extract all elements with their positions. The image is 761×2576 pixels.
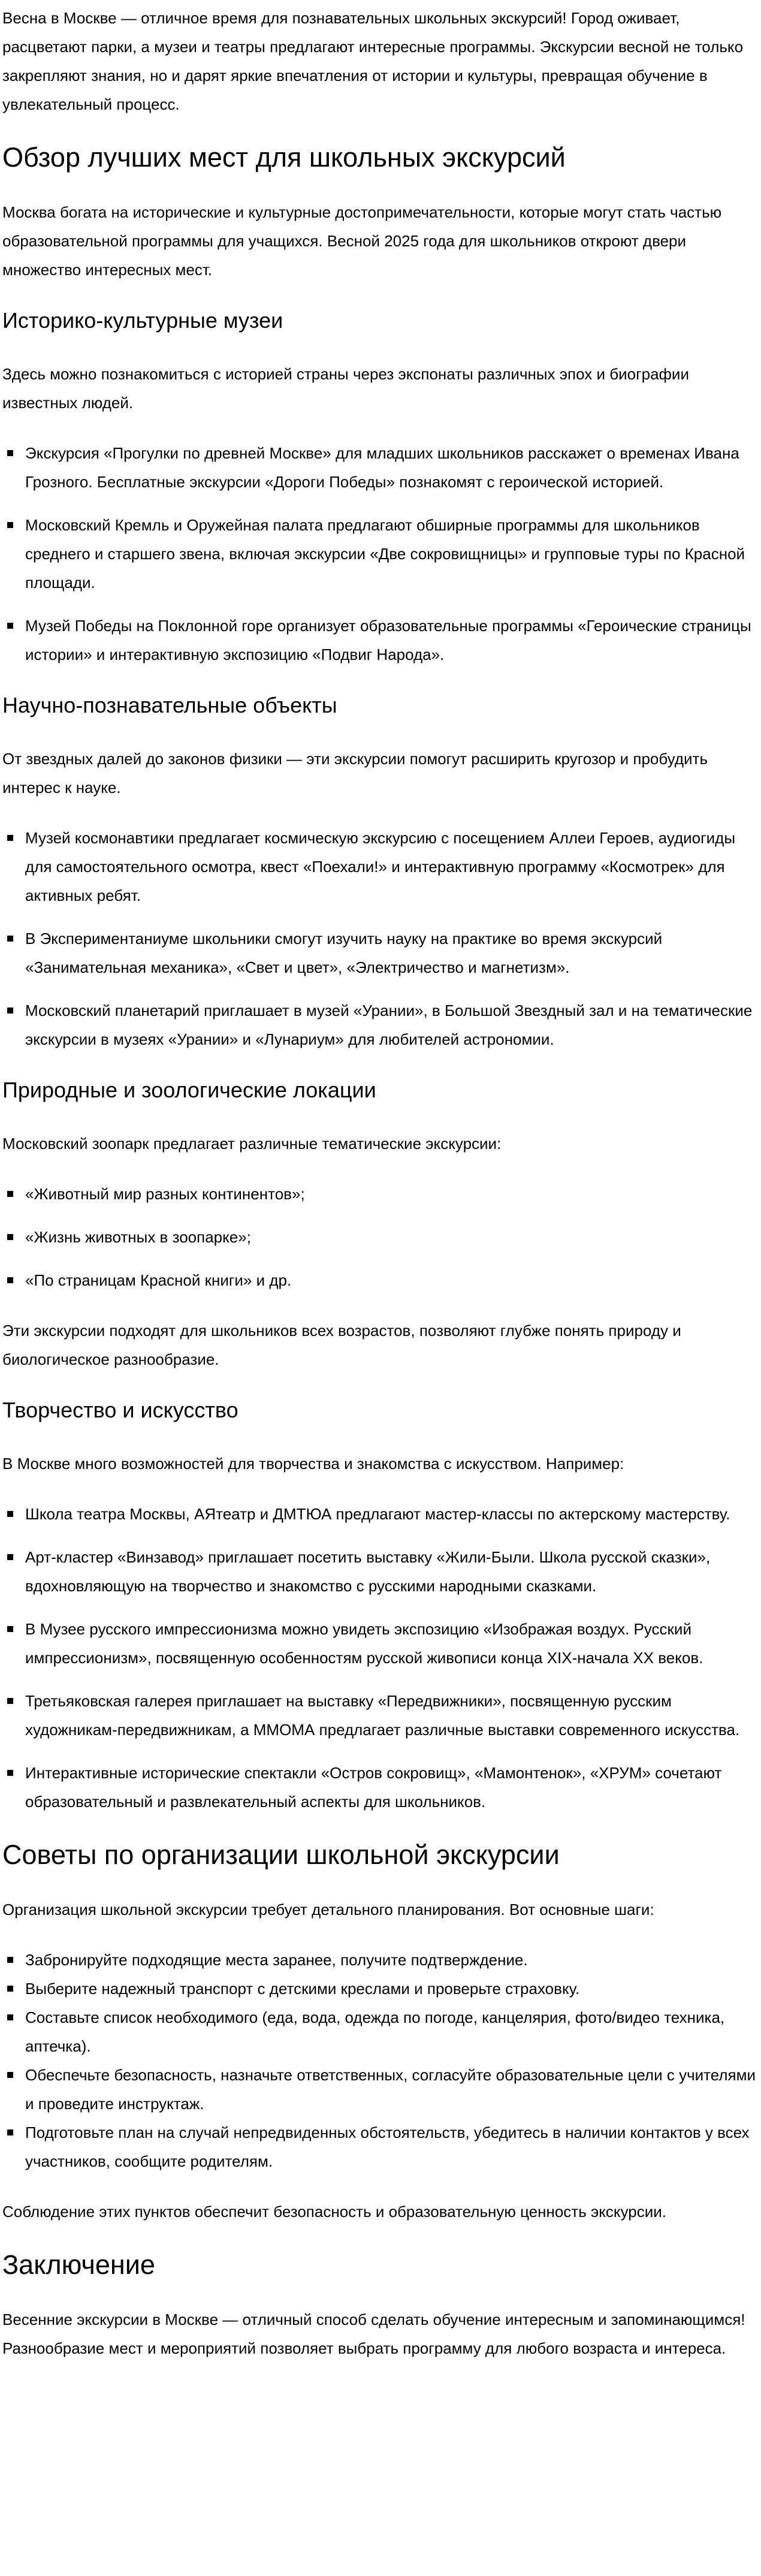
tips-list (2, 1945, 759, 2176)
section-title-conclusion: Заключение (2, 2249, 155, 2280)
overview-lead-paragraph: Москва богата на исторические и культурные достопримечательности, которые могут стать частью образовательной программы для учащихся. Весной 2025 года для школьников откроют двери множество интересных мест. (2, 203, 722, 279)
subsection-title-nature-zoo: Природные и зоологические локации (2, 1078, 376, 1102)
list-item: Музей Победы на Поклонной горе организует образовательные программы «Героические страницы истории» и интерактивную экспозицию «Подвиг Народа». (2, 611, 759, 669)
list-item: Выберите надежный транспорт с детскими креслами и проверьте страховку. (2, 1974, 759, 2003)
subsection-title-art-creativity: Творчество и искусство (2, 1398, 238, 1422)
intro-paragraph: Весна в Москве — отличное время для познавательных школьных экскурсий! Город оживает, расцветают парки, а музеи и театры предлагают интересные программы. Экскурсии весной не только закрепляют знания, но и дарят яркие впечатления от истории и культуры, превращая обучение в увлекательный процесс. (2, 9, 744, 113)
list-item: Составьте список необходимого (еда, вода, одежда по погоде, канцелярия, фото/видео техника, аптечка). (2, 2003, 759, 2061)
section-title-overview: Обзор лучших мест для школьных экскурсий (2, 142, 566, 173)
list-item: «Жизнь животных в зоопарке»; (2, 1223, 759, 1251)
art-creativity-list (2, 1500, 759, 1816)
list-item: Музей космонавтики предлагает космическую экскурсию с посещением Аллеи Героев, аудиогиды для самостоятельного осмотра, квест «Поехали!» и интерактивную программу «Космотрек» для активных ребят. (2, 824, 759, 910)
section-title-tips: Советы по организации школьной экскурсии (2, 1839, 560, 1870)
list-item: Арт-кластер «Винзавод» приглашает посетить выставку «Жили-Были. Школа русской сказки», вдохновляющую на творчество и знакомство с русскими народными сказками. (2, 1543, 759, 1600)
list-item: Экскурсия «Прогулки по древней Москве» для младших школьников расскажет о временах Ивана Грозного. Бесплатные экскурсии «Дороги Победы» познакомят с героической историей. (2, 439, 759, 496)
tips-outro-paragraph: Соблюдение этих пунктов обеспечит безопасность и образовательную ценность экскурсии. (2, 2203, 667, 2221)
list-item: В Экспериментаниуме школьники смогут изучить науку на практике во время экскурсий «Занимательная механика», «Свет и цвет», «Электричество и магнетизм». (2, 924, 759, 982)
nature-zoo-lead: Московский зоопарк предлагает различные тематические экскурсии: (2, 1135, 502, 1153)
list-item: Обеспечьте безопасность, назначьте ответственных, согласуйте образовательные цели с учителями и проведите инструктаж. (2, 2061, 759, 2118)
tips-lead-paragraph: Организация школьной экскурсии требует детального планирования. Вот основные шаги: (2, 1901, 654, 1919)
history-museums-lead: Здесь можно познакомиться с историей страны через экспонаты различных эпох и биографии известных людей. (2, 365, 689, 412)
science-objects-list (2, 824, 759, 1054)
list-item: «По страницам Красной книги» и др. (2, 1266, 759, 1295)
list-item: «Животный мир разных континентов»; (2, 1180, 759, 1208)
subsection-title-history-museums: Историко-культурные музеи (2, 308, 283, 333)
science-objects-lead: От звездных далей до законов физики — эти экскурсии помогут расширить кругозор и пробудить интерес к науке. (2, 750, 708, 797)
list-item: Школа театра Москвы, АЯтеатр и ДМТЮА предлагают мастер-классы по актерскому мастерству. (2, 1500, 759, 1528)
subsection-title-science-objects: Научно-познавательные объекты (2, 693, 337, 717)
list-item: Московский планетарий приглашает в музей «Урании», в Большой Звездный зал и на тематические экскурсии в музеях «Урании» и «Лунариум» для любителей астрономии. (2, 996, 759, 1054)
list-item: Забронируйте подходящие места заранее, получите подтверждение. (2, 1945, 759, 1974)
conclusion-paragraph: Весенние экскурсии в Москве — отличный способ сделать обучение интересным и запоминающимся! Разнообразие мест и мероприятий позволяет выбрать программу для любого возраста и интереса. (2, 2310, 745, 2357)
list-item: В Музее русского импрессионизма можно увидеть экспозицию «Изображая воздух. Русский импрессионизм», посвященную особенностям русской живописи конца XIX-начала XX веков. (2, 1615, 759, 1672)
list-item: Подготовьте план на случай непредвиденных обстоятельств, убедитесь в наличии контактов у всех участников, сообщите родителям. (2, 2118, 759, 2176)
list-item: Московский Кремль и Оружейная палата предлагают обширные программы для школьников среднего и старшего звена, включая экскурсии «Две сокровищницы» и групповые туры по Красной площади. (2, 511, 759, 597)
art-creativity-lead: В Москве много возможностей для творчества и знакомства с искусством. Например: (2, 1455, 624, 1473)
nature-zoo-list (2, 1180, 759, 1295)
nature-zoo-outro: Эти экскурсии подходят для школьников всех возрастов, позволяют глубже понять природу и биологическое разнообразие. (2, 1322, 681, 1368)
history-museums-list (2, 439, 759, 669)
list-item: Третьяковская галерея приглашает на выставку «Передвижники», посвященную русским художникам-передвижникам, а ММОМА предлагает различные выставки современного искусства. (2, 1687, 759, 1744)
list-item: Интерактивные исторические спектакли «Остров сокровищ», «Мамонтенок», «ХРУМ» сочетают образовательный и развлекательный аспекты для школьников. (2, 1758, 759, 1816)
